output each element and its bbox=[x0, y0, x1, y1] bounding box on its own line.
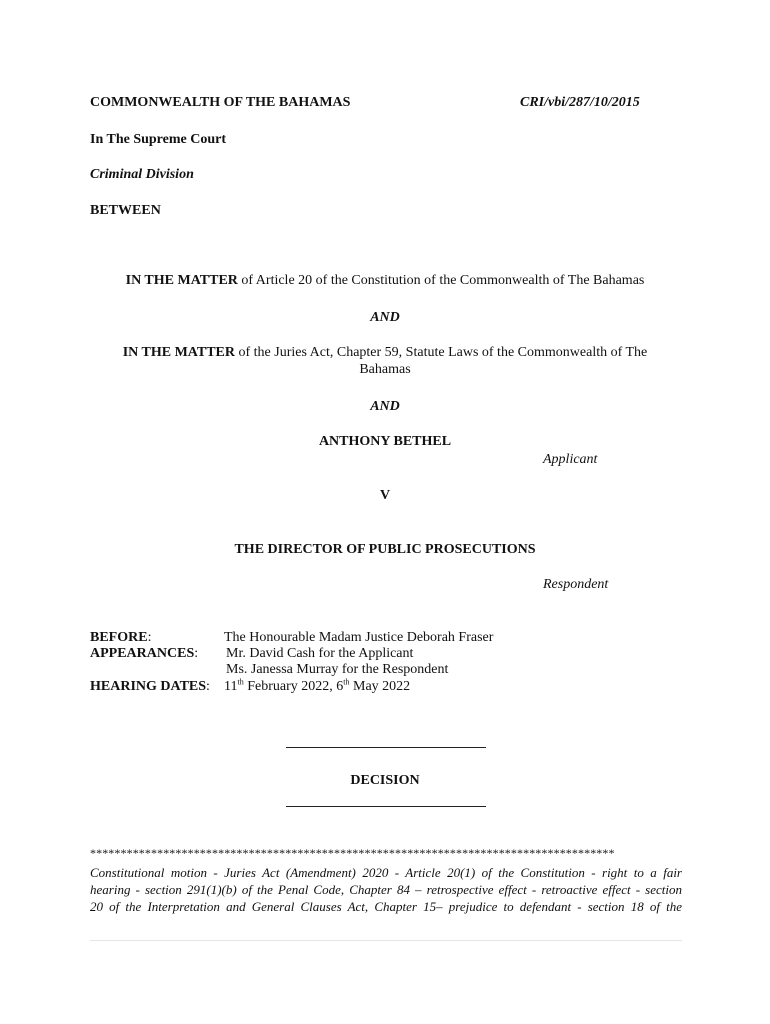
between-label: BETWEEN bbox=[90, 203, 161, 218]
hearing-label: HEARING DATES bbox=[90, 679, 207, 694]
respondent-name: THE DIRECTOR OF PUBLIC PROSECUTIONS bbox=[234, 542, 536, 557]
before-value: The Honourable Madam Justice Deborah Fraser bbox=[224, 630, 494, 645]
hearing-sup-1: th bbox=[237, 677, 244, 687]
matter-first-text: of Article 20 of the Constitution of the Commonwealth of The Bahamas bbox=[237, 273, 645, 288]
applicant-role: Applicant bbox=[543, 452, 598, 467]
decision-title: DECISION bbox=[350, 773, 420, 788]
matter-first-lead: IN THE MATTER bbox=[125, 273, 238, 288]
respondent-role: Respondent bbox=[543, 577, 609, 592]
summary-line-1: Constitutional motion - Juries Act (Amendment) 2020 - Article 20(1) of the Constitution - right to a fair bbox=[90, 865, 682, 880]
hearing-rest-1: February 2022, 6 bbox=[243, 679, 344, 694]
before-label-wrap bbox=[90, 629, 151, 646]
hearing-label-wrap bbox=[90, 678, 210, 695]
case-summary bbox=[90, 864, 682, 915]
decision-rule-bottom bbox=[286, 806, 486, 807]
hearing-sup-2: th bbox=[343, 677, 350, 687]
applicant-name: ANTHONY BETHEL bbox=[318, 434, 452, 449]
appearances-label-wrap bbox=[90, 645, 198, 662]
court-name: In The Supreme Court bbox=[90, 132, 227, 147]
jurisdiction-heading: COMMONWEALTH OF THE BAHAMAS bbox=[90, 95, 351, 110]
matter-second-text: of the Juries Act, Chapter 59, Statute Laws of the Commonwealth of The bbox=[235, 345, 648, 360]
before-label: BEFORE bbox=[90, 630, 148, 645]
before-colon: : bbox=[147, 630, 152, 645]
appearances-label: APPEARANCES bbox=[90, 646, 195, 661]
summary-line-3: 20 of the Interpretation and General Clauses Act, Chapter 15– prejudice to defendant - section 18 of the bbox=[90, 899, 682, 914]
matter-second-lead: IN THE MATTER bbox=[122, 345, 235, 360]
appearance-respondent: Ms. Janessa Murray for the Respondent bbox=[226, 662, 449, 677]
summary-line-2: hearing - section 291(1)(b) of the Penal Code, Chapter 84 – retrospective effect - retroactive effect - section bbox=[90, 882, 682, 897]
division-name: Criminal Division bbox=[90, 167, 194, 182]
hearing-day-1: 11 bbox=[224, 679, 238, 694]
page-bottom-rule bbox=[90, 940, 682, 941]
decision-rule-top bbox=[286, 747, 486, 748]
versus-label: V bbox=[379, 488, 391, 503]
hearing-dates bbox=[224, 678, 410, 695]
hearing-colon: : bbox=[206, 679, 210, 694]
matter-second bbox=[90, 344, 680, 361]
matter-first bbox=[90, 272, 680, 289]
appearance-applicant: Mr. David Cash for the Applicant bbox=[226, 646, 414, 661]
matter-second-continued: Bahamas bbox=[359, 362, 411, 377]
appearances-colon: : bbox=[194, 646, 199, 661]
asterisk-divider: ************************************************************************************** bbox=[90, 846, 615, 860]
and-separator-2: AND bbox=[370, 399, 400, 414]
case-number: CRI/vbi/287/10/2015 bbox=[520, 95, 640, 110]
and-separator-1: AND bbox=[370, 310, 400, 325]
hearing-rest-2: May 2022 bbox=[349, 679, 411, 694]
